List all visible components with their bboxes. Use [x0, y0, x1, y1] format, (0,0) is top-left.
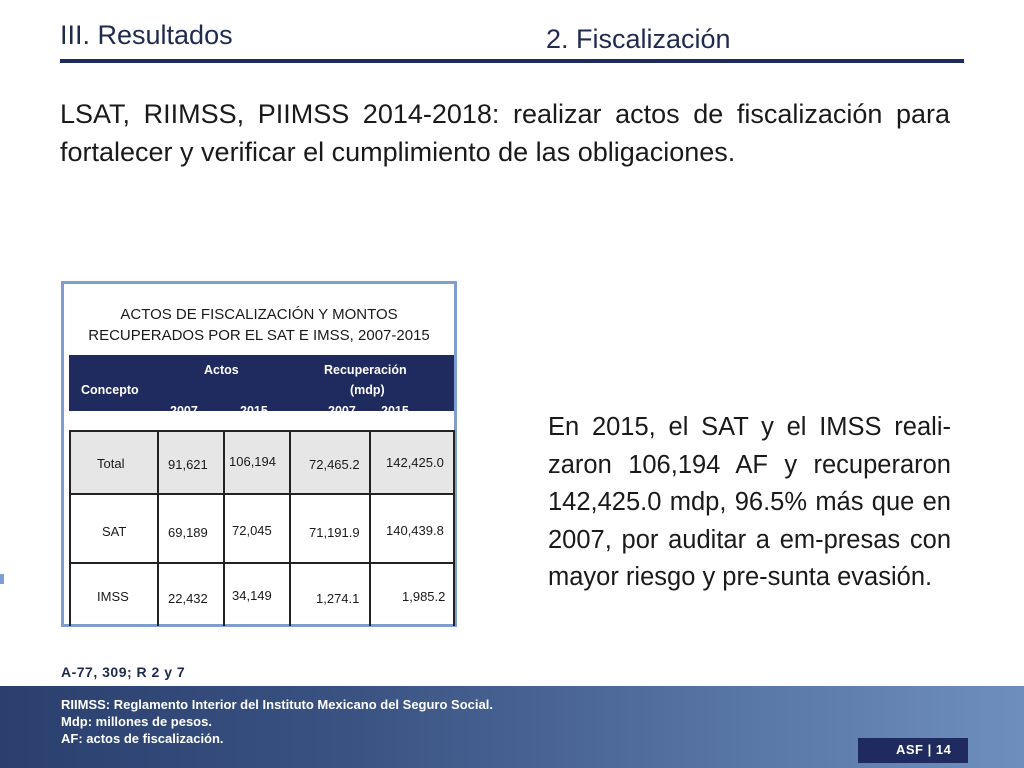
table-title	[64, 304, 454, 346]
cell-actos-2015: 72,045	[232, 523, 272, 538]
edge-marker	[0, 574, 4, 584]
header-actos: Actos	[204, 363, 239, 377]
summary-paragraph: En 2015, el SAT y el IMSS reali-zaron 106,194 AF y recuperaron 142,425.0 mdp, 96.5% más que en 2007, por auditar a em-presas con mayor riesgo y pre-sunta evasión.	[548, 413, 951, 591]
cell-concepto: IMSS	[97, 589, 129, 604]
footer-notes	[61, 696, 493, 747]
source-reference: A-77, 309; R 2 y 7	[61, 664, 186, 680]
header-rec-2015: 2015	[381, 404, 409, 418]
subsection-title: 2. Fiscalización	[546, 24, 731, 54]
footnote-riimss: RIIMSS: Reglamento Interior del Instituto Mexicano del Seguro Social.	[61, 697, 493, 712]
table-title-line2: RECUPERADOS POR EL SAT E IMSS, 2007-2015	[88, 327, 430, 344]
header-concepto: Concepto	[81, 383, 139, 397]
page-badge	[858, 738, 968, 763]
cell-rec-2007: 71,191.9	[309, 525, 360, 540]
cell-rec-2007: 72,465.2	[309, 457, 360, 472]
cell-rec-2007: 1,274.1	[316, 591, 360, 606]
cell-actos-2007: 22,432	[168, 591, 208, 606]
headline-text: LSAT, RIIMSS, PIIMSS 2014-2018: realizar actos de fiscalización para fortalecer y verificar el cumplimiento de las obligaciones.	[60, 99, 950, 167]
cell-actos-2007: 69,189	[168, 525, 208, 540]
table-row	[69, 494, 454, 562]
table-body	[69, 430, 454, 626]
header-actos-2015: 2015	[240, 404, 268, 418]
header-actos-2007: 2007	[170, 404, 198, 418]
footer-bar	[0, 686, 1024, 768]
data-table-panel	[61, 281, 457, 627]
cell-concepto: Total	[97, 456, 125, 471]
cell-rec-2015: 1,985.2	[402, 589, 446, 604]
cell-rec-2015: 142,425.0	[386, 455, 444, 470]
header-recuperacion: Recuperación	[324, 363, 407, 377]
footnote-af: AF: actos de fiscalización.	[61, 731, 224, 746]
table-title-line1: ACTOS DE FISCALIZACIÓN Y MONTOS	[120, 306, 398, 323]
page-number: ASF | 14	[896, 742, 952, 757]
cell-actos-2015: 34,149	[232, 588, 272, 603]
footnote-mdp: Mdp: millones de pesos.	[61, 714, 212, 729]
cell-rec-2015: 140,439.8	[386, 523, 444, 538]
header-rec-2007: 2007	[328, 404, 356, 418]
section-title: III. Resultados	[60, 20, 233, 50]
table-row	[69, 430, 454, 494]
table-header	[69, 355, 454, 418]
cell-actos-2015: 106,194	[229, 454, 276, 469]
header-recuperacion-unit: (mdp)	[350, 383, 385, 397]
header-divider	[60, 59, 964, 63]
table-row	[69, 562, 454, 626]
cell-actos-2007: 91,621	[168, 457, 208, 472]
cell-concepto: SAT	[102, 524, 127, 539]
